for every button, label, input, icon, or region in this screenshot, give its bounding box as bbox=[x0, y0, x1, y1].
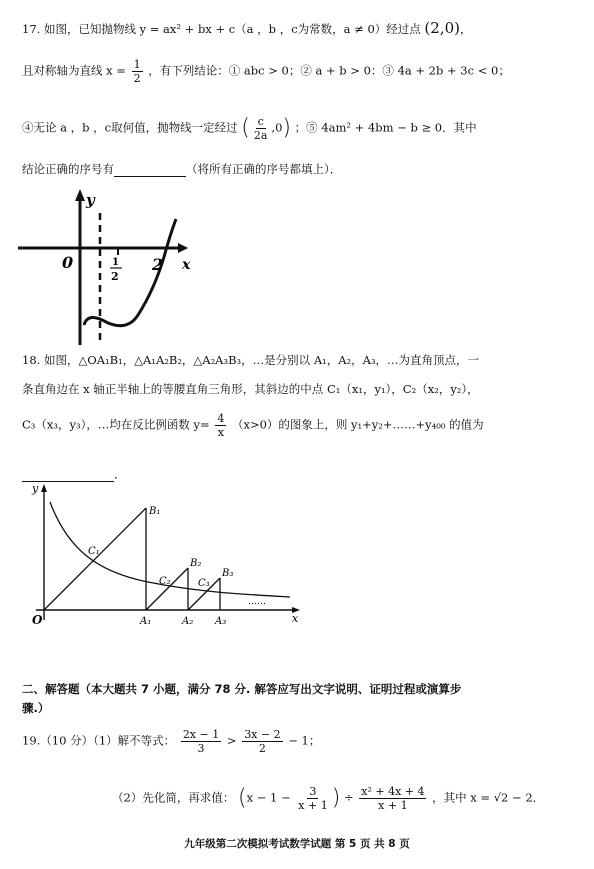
two-label: 2 bbox=[152, 255, 164, 274]
q17-text-1: 17. 如图，已知抛物线 y = ax² + bx + c（a ，b ，c为常数，a ≠ 0）经过点 bbox=[22, 22, 421, 36]
left-paren: ( bbox=[241, 115, 250, 141]
q19-frac-d-num: x² + 4x + 4 bbox=[361, 785, 425, 798]
q17-comma: ， bbox=[459, 22, 472, 36]
q17-c2a-fraction bbox=[252, 115, 270, 142]
q19-div: ÷ bbox=[343, 790, 354, 805]
section2-heading-cont: 骤.） bbox=[22, 701, 50, 715]
q17-line3 bbox=[22, 115, 477, 142]
C1-label: C₁ bbox=[88, 546, 100, 557]
q17-answer-hint: （将所有正确的序号都填上）． bbox=[186, 162, 342, 176]
q19-part2-label: （2）先化简，再求值： bbox=[112, 790, 235, 805]
B3-label: B₃ bbox=[222, 568, 234, 579]
q17-parabola-graph bbox=[18, 185, 198, 350]
q18-hyperbola-graph bbox=[28, 480, 308, 630]
q17-text-3c: ；⑤ 4am² + 4bm − b ≥ 0．其中 bbox=[294, 120, 477, 135]
q19-frac-a bbox=[181, 728, 221, 755]
q18-4x-den: x bbox=[217, 426, 224, 439]
q19-expr-x: x − 1 − bbox=[246, 790, 291, 805]
half-den-label: 2 bbox=[111, 270, 119, 283]
origin-label: O bbox=[32, 613, 43, 627]
y-label: y bbox=[86, 191, 95, 209]
q17-point: (2,0) bbox=[424, 19, 460, 37]
C2-label: C₂ bbox=[159, 576, 171, 587]
q19-frac-b-num: 3x − 2 bbox=[244, 728, 281, 741]
q19-frac-a-den: 3 bbox=[197, 742, 205, 755]
q19-frac-c bbox=[296, 785, 329, 812]
ellipsis: …… bbox=[248, 597, 266, 607]
q17-line2 bbox=[22, 58, 510, 85]
q17-half-den: 2 bbox=[133, 72, 141, 85]
q19-part1 bbox=[22, 728, 320, 755]
q18-4x-fraction bbox=[215, 412, 226, 439]
q18-line3 bbox=[22, 412, 484, 439]
left-paren: ( bbox=[237, 785, 247, 811]
right-paren: ) bbox=[282, 115, 292, 141]
q17-line4 bbox=[22, 161, 341, 177]
q19-part2 bbox=[112, 785, 544, 812]
q17-text-3a: ④无论 a ，b ，c取何值，抛物线一定经过 bbox=[22, 120, 238, 135]
x-label: x bbox=[292, 612, 299, 625]
q17-answer-blank[interactable] bbox=[114, 164, 186, 177]
q19-frac-d-den: x + 1 bbox=[378, 799, 408, 812]
q18-line1: 18. 如图，△OA₁B₁，△A₁A₂B₂，△A₂A₃B₃，…是分别以 A₁，A₂，A₃，…为直角顶点，一 bbox=[22, 353, 480, 367]
q18-4x-num: 4 bbox=[217, 412, 225, 425]
q17-conclusions-1: ，有下列结论：① abc > 0；② a + b > 0：③ 4a + 2b + 3c < 0； bbox=[148, 63, 510, 78]
q19-frac-d bbox=[359, 785, 426, 812]
q19-frac-b bbox=[242, 728, 282, 755]
q17-axis-text: 且对称轴为直线 x = bbox=[22, 63, 126, 78]
q18-text-3b: （x>0）的图象上，则 y₁+y₂+……+y₄₀₀ 的值为 bbox=[231, 417, 484, 432]
right-paren: ) bbox=[331, 785, 341, 811]
q19-frac-c-num: 3 bbox=[309, 785, 317, 798]
A3-label: A₃ bbox=[215, 616, 227, 627]
B2-label: B₂ bbox=[190, 558, 202, 569]
q19-frac-c-den: x + 1 bbox=[298, 799, 328, 812]
q17-point-y: ,0 bbox=[271, 120, 283, 135]
B1-label: B₁ bbox=[149, 506, 161, 517]
section2-heading: 二、解答题（本大题共 7 小题，满分 78 分. 解答应写出文字说明、证明过程或演算步 bbox=[22, 682, 462, 696]
q18-period: ． bbox=[114, 467, 126, 481]
q17-half-fraction bbox=[132, 58, 143, 85]
q19-part1-label: 19.（10 分）（1）解不等式： bbox=[22, 733, 176, 748]
q17-c2a-num: c bbox=[257, 115, 264, 128]
q19-part2-end: ，其中 x = √2 − 2． bbox=[432, 790, 545, 805]
C3-label: C₃ bbox=[198, 578, 210, 589]
q18-text-3a: C₃（x₃，y₃），…均在反比例函数 y= bbox=[22, 417, 210, 432]
x-label: x bbox=[182, 257, 191, 273]
q19-frac-a-num: 2x − 1 bbox=[182, 728, 220, 741]
half-num-label: 1 bbox=[112, 257, 119, 268]
y-label: y bbox=[32, 482, 39, 495]
page-footer: 九年级第二次模拟考试数学试题 第 5 页 共 8 页 bbox=[184, 838, 410, 850]
q18-line2: 条直角边在 x 轴正半轴上的等腰直角三角形，其斜边的中点 C₁（x₁，y₁），C₂（x₂，y₂）， bbox=[22, 382, 479, 396]
q19-gt: > bbox=[226, 733, 237, 748]
y-axis-arrow bbox=[75, 189, 85, 201]
q17-half-num: 1 bbox=[133, 58, 141, 71]
A2-label: A₂ bbox=[182, 616, 194, 627]
origin-label: 0 bbox=[62, 253, 74, 272]
A1-label: A₁ bbox=[140, 616, 152, 627]
q17-answer-prompt: 结论正确的序号有 bbox=[22, 162, 114, 176]
q17-line1 bbox=[22, 20, 471, 37]
triangle2-hypotenuse bbox=[146, 568, 188, 610]
q19-part1-end: − 1； bbox=[288, 733, 321, 748]
y-axis-arrow bbox=[41, 484, 47, 492]
x-axis-arrow bbox=[178, 243, 188, 253]
q17-c2a-den: 2a bbox=[253, 129, 268, 142]
q19-frac-b-den: 2 bbox=[258, 742, 266, 755]
